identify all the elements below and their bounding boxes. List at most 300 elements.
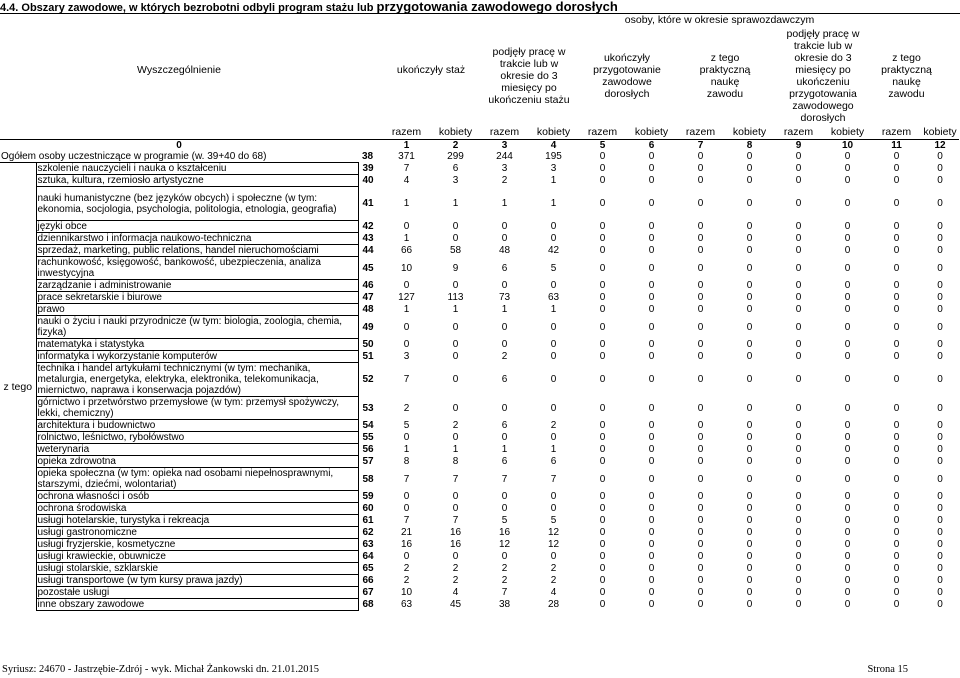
header-ukonczyly-staz: ukończyły staż [396, 64, 466, 76]
header-kobiety: kobiety [627, 126, 676, 139]
table-body [0, 151, 959, 611]
cell-value: 0 [844, 151, 851, 163]
cell-value: 1 [550, 304, 557, 315]
cell-value: 6 [501, 262, 508, 274]
cell-value: 0 [648, 563, 655, 574]
row-number: 63 [362, 539, 374, 550]
cell-value: 0 [795, 527, 802, 538]
cell-value: 1 [550, 175, 557, 186]
cell-value: 0 [550, 432, 557, 443]
cell-value: 0 [648, 503, 655, 514]
header-razem: razem [774, 126, 823, 139]
cell-value: 0 [403, 503, 410, 514]
cell-value: 0 [795, 304, 802, 315]
header-ukonczyly-przygotowanie: ukończyły przygotowanie zawodowe dorosłych [593, 52, 661, 100]
cell-value: 0 [795, 175, 802, 186]
cell-value: 0 [697, 527, 704, 538]
cell-value: 1 [501, 444, 508, 455]
cell-value: 0 [893, 587, 900, 598]
cell-value: 0 [746, 491, 753, 502]
cell-value: 0 [893, 444, 900, 455]
cell-value: 0 [795, 262, 802, 274]
cell-value: 2 [501, 175, 508, 186]
table-row [0, 575, 959, 587]
header-podjely-prace-przygotowania: podjęły pracę w trakcie lub w okresie do 3 miesięcy po ukończeniu przygotowania zawodowego dorosłych [786, 28, 860, 124]
cell-value: 7 [501, 587, 508, 598]
cell-value: 0 [746, 292, 753, 303]
cell-value: 0 [599, 420, 606, 431]
cell-value: 0 [648, 456, 655, 467]
cell-value: 6 [501, 456, 508, 467]
cell-value: 38 [498, 599, 511, 610]
cell-value: 0 [697, 292, 704, 303]
cell-value: 1 [452, 304, 459, 315]
cell-value: 0 [746, 163, 753, 174]
cell-value: 0 [452, 374, 459, 385]
cell-value: 0 [648, 262, 655, 274]
cell-value: 0 [550, 280, 557, 291]
page-number: Strona 15 [867, 664, 908, 675]
cell-value: 0 [937, 151, 943, 163]
cell-value: 6 [452, 163, 459, 174]
cell-value: 0 [937, 473, 943, 485]
cell-value: 0 [937, 163, 943, 174]
table-row [0, 280, 959, 292]
cell-value: 0 [501, 339, 508, 350]
cell-value: 0 [550, 351, 557, 362]
cell-value: 0 [599, 473, 606, 485]
cell-value: 0 [599, 539, 606, 550]
cell-value: 2 [501, 563, 508, 574]
cell-value: 0 [844, 280, 851, 291]
cell-value: 0 [648, 163, 655, 174]
cell-value: 0 [403, 321, 410, 333]
cell-value: 0 [893, 245, 900, 256]
cell-value: 0 [403, 551, 410, 562]
cell-value: 0 [599, 374, 606, 385]
cell-value: 0 [452, 491, 459, 502]
cell-value: 0 [746, 575, 753, 586]
cell-value: 0 [599, 527, 606, 538]
cell-value: 0 [937, 321, 943, 333]
cell-value: 0 [937, 292, 943, 303]
cell-value: 0 [893, 402, 900, 414]
header-kobiety: kobiety [725, 126, 774, 139]
col-index: 10 [841, 139, 854, 151]
cell-value: 0 [893, 280, 900, 291]
cell-value: 0 [795, 151, 802, 163]
row-number: 57 [362, 456, 374, 467]
cell-value: 0 [937, 420, 943, 431]
page-footer [0, 664, 960, 676]
cell-value: 0 [648, 527, 655, 538]
cell-value: 0 [746, 151, 753, 163]
cell-value: 5 [550, 262, 557, 274]
col-index: 12 [934, 139, 946, 151]
cell-value: 0 [599, 233, 606, 244]
cell-value: 0 [844, 221, 851, 232]
row-label: inne obszary zawodowe [36, 599, 358, 611]
cell-value: 1 [403, 444, 410, 455]
cell-value: 0 [893, 575, 900, 586]
cell-value: 0 [599, 304, 606, 315]
cell-value: 0 [893, 551, 900, 562]
cell-value: 0 [844, 599, 851, 610]
header-label: Wyszczególnienie [137, 64, 221, 76]
cell-value: 12 [547, 527, 560, 538]
cell-value: 0 [648, 280, 655, 291]
cell-value: 0 [844, 420, 851, 431]
header-z-tego-2: z tego praktyczną naukę zawodu [881, 52, 932, 100]
cell-value: 0 [501, 221, 508, 232]
title-suffix: przygotowania zawodowego dorosłych [376, 0, 618, 14]
cell-value: 0 [746, 198, 753, 209]
cell-value: 7 [501, 473, 508, 485]
cell-value: 0 [648, 292, 655, 303]
cell-value: 7 [403, 473, 410, 485]
table-row [0, 233, 959, 245]
table-row [0, 304, 959, 316]
cell-value: 0 [844, 563, 851, 574]
cell-value: 0 [746, 599, 753, 610]
cell-value: 0 [746, 233, 753, 244]
row-label: sztuka, kultura, rzemiosło artystyczne [36, 175, 358, 187]
cell-value: 0 [648, 221, 655, 232]
row-label: matematyka i statystyka [36, 339, 358, 351]
cell-value: 10 [400, 587, 413, 598]
cell-value: 0 [599, 587, 606, 598]
row-label: technika i handel artykułami technicznymi (w tym: mechanika, metalurgia, energetyka, elektryka, elektronika, telekomunikacja, miernictwo, naprawa i konserwacja pojazdów) [36, 363, 358, 397]
cell-value: 7 [403, 515, 410, 526]
cell-value: 299 [447, 151, 464, 163]
row-number: 65 [362, 563, 374, 574]
cell-value: 0 [893, 420, 900, 431]
cell-value: 0 [746, 456, 753, 467]
row-number: 41 [362, 198, 374, 209]
cell-value: 0 [599, 198, 606, 209]
col-index: 4 [550, 139, 557, 151]
cell-value: 0 [501, 503, 508, 514]
table-row [0, 527, 959, 539]
cell-value: 0 [550, 339, 557, 350]
cell-value: 1 [501, 304, 508, 315]
cell-value: 0 [746, 221, 753, 232]
cell-value: 0 [795, 432, 802, 443]
table-row [0, 351, 959, 363]
cell-value: 2 [452, 575, 459, 586]
cell-value: 0 [697, 321, 704, 333]
cell-value: 0 [452, 321, 459, 333]
cell-value: 0 [550, 233, 557, 244]
cell-value: 0 [746, 420, 753, 431]
cell-value: 0 [937, 599, 943, 610]
table-row [0, 245, 959, 257]
table-row [0, 503, 959, 515]
cell-value: 0 [746, 444, 753, 455]
cell-value: 0 [599, 551, 606, 562]
cell-value: 0 [599, 503, 606, 514]
cell-value: 5 [550, 515, 557, 526]
cell-value: 0 [648, 432, 655, 443]
cell-value: 0 [599, 280, 606, 291]
cell-value: 0 [550, 374, 557, 385]
row-number: 56 [362, 444, 374, 455]
cell-value: 3 [403, 351, 410, 362]
cell-value: 0 [599, 515, 606, 526]
cell-value: 0 [893, 527, 900, 538]
cell-value: 0 [599, 456, 606, 467]
table-row [0, 599, 959, 611]
cell-value: 0 [599, 245, 606, 256]
cell-value: 0 [648, 491, 655, 502]
title-prefix: 4.4. Obszary zawodowe, w których bezrobotni odbyli program stażu lub [0, 2, 377, 14]
cell-value: 113 [447, 292, 464, 303]
cell-value: 0 [648, 151, 655, 163]
cell-value: 0 [795, 163, 802, 174]
cell-value: 0 [648, 339, 655, 350]
cell-value: 0 [844, 527, 851, 538]
cell-value: 63 [400, 599, 413, 610]
cell-value: 2 [452, 563, 459, 574]
cell-value: 0 [648, 304, 655, 315]
cell-value: 6 [501, 374, 508, 385]
cell-value: 0 [501, 432, 508, 443]
cell-value: 0 [648, 402, 655, 414]
cell-value: 8 [403, 456, 410, 467]
cell-value: 0 [697, 563, 704, 574]
cell-value: 1 [550, 444, 557, 455]
cell-value: 0 [697, 420, 704, 431]
cell-value: 0 [746, 175, 753, 186]
cell-value: 0 [648, 515, 655, 526]
table-row [0, 363, 959, 397]
cell-value: 0 [697, 151, 704, 163]
col-index: 0 [176, 139, 182, 151]
cell-value: 0 [697, 599, 704, 610]
header-kobiety: kobiety [529, 126, 578, 139]
row-label: dziennikarstwo i informacja naukowo-techniczna [36, 233, 358, 245]
cell-value: 0 [403, 280, 410, 291]
cell-value: 0 [795, 587, 802, 598]
table-row [0, 316, 959, 339]
cell-value: 0 [893, 599, 900, 610]
table-row [0, 292, 959, 304]
cell-value: 0 [893, 539, 900, 550]
cell-value: 0 [746, 321, 753, 333]
table-row [0, 456, 959, 468]
cell-value: 0 [844, 515, 851, 526]
cell-value: 16 [498, 527, 511, 538]
cell-value: 0 [697, 233, 704, 244]
cell-value: 0 [648, 444, 655, 455]
header-razem: razem [382, 126, 431, 139]
cell-value: 0 [746, 402, 753, 414]
cell-value: 0 [893, 292, 900, 303]
cell-value: 0 [648, 321, 655, 333]
cell-value: 1 [452, 444, 459, 455]
cell-value: 0 [697, 551, 704, 562]
row-label: Ogółem osoby uczestniczące w programie (w. 39+40 do 68) [0, 151, 358, 163]
cell-value: 0 [697, 503, 704, 514]
cell-value: 0 [648, 599, 655, 610]
cell-value: 0 [937, 575, 943, 586]
row-label: opieka społeczna (w tym: opieka nad osobami niepełnosprawnymi, starszymi, dziećmi, wolontariat) [36, 468, 358, 491]
cell-value: 16 [400, 539, 413, 550]
cell-value: 0 [893, 563, 900, 574]
cell-value: 0 [550, 491, 557, 502]
cell-value: 0 [746, 587, 753, 598]
cell-value: 0 [893, 198, 900, 209]
row-number: 50 [362, 339, 374, 350]
row-label: pozostałe usługi [36, 587, 358, 599]
cell-value: 3 [550, 163, 557, 174]
cell-value: 0 [937, 175, 943, 186]
cell-value: 0 [697, 587, 704, 598]
cell-value: 0 [937, 374, 943, 385]
col-index: 1 [403, 139, 410, 151]
header-razem: razem [480, 126, 529, 139]
cell-value: 0 [937, 456, 943, 467]
row-number: 42 [362, 221, 374, 232]
table-row [0, 163, 959, 175]
page-title [0, 0, 960, 14]
cell-value: 0 [844, 321, 851, 333]
cell-value: 0 [403, 339, 410, 350]
header-podjely-prace-stazu: podjęły pracę w trakcie lub w okresie do 3 miesięcy po ukończeniu stażu [488, 46, 570, 106]
cell-value: 0 [746, 563, 753, 574]
cell-value: 0 [648, 198, 655, 209]
row-label: sprzedaż, marketing, public relations, handel nieruchomościami [36, 245, 358, 257]
cell-value: 0 [697, 262, 704, 274]
row-number: 52 [362, 374, 374, 385]
cell-value: 0 [452, 402, 459, 414]
cell-value: 0 [844, 374, 851, 385]
cell-value: 0 [697, 351, 704, 362]
cell-value: 0 [550, 221, 557, 232]
cell-value: 0 [937, 491, 943, 502]
col-index: 11 [891, 139, 902, 151]
cell-value: 5 [403, 420, 410, 431]
cell-value: 0 [746, 515, 753, 526]
cell-value: 0 [795, 321, 802, 333]
cell-value: 0 [697, 339, 704, 350]
cell-value: 0 [844, 503, 851, 514]
cell-value: 0 [403, 491, 410, 502]
table-row [0, 563, 959, 575]
cell-value: 0 [795, 402, 802, 414]
cell-value: 0 [599, 262, 606, 274]
cell-value: 0 [844, 304, 851, 315]
row-number: 60 [362, 503, 374, 514]
row-number: 53 [362, 402, 374, 414]
cell-value: 12 [547, 539, 560, 550]
cell-value: 0 [452, 351, 459, 362]
header-kobiety: kobiety [823, 126, 872, 139]
header-z-tego-1: z tego praktyczną naukę zawodu [699, 52, 751, 100]
cell-value: 0 [795, 444, 802, 455]
cell-value: 371 [398, 151, 415, 163]
cell-value: 42 [547, 245, 560, 256]
cell-value: 0 [452, 233, 459, 244]
cell-value: 0 [599, 221, 606, 232]
cell-value: 0 [844, 456, 851, 467]
cell-value: 2 [550, 420, 557, 431]
row-label: górnictwo i przetwórstwo przemysłowe (w tym: przemysł spożywczy, lekki, chemiczny) [36, 397, 358, 420]
cell-value: 0 [599, 402, 606, 414]
row-label: usługi transportowe (w tym kursy prawa jazdy) [36, 575, 358, 587]
cell-value: 0 [795, 575, 802, 586]
cell-value: 0 [599, 599, 606, 610]
cell-value: 10 [400, 262, 413, 274]
cell-value: 0 [746, 432, 753, 443]
cell-value: 0 [697, 456, 704, 467]
cell-value: 0 [599, 563, 606, 574]
cell-value: 2 [403, 402, 410, 414]
cell-value: 0 [937, 221, 943, 232]
cell-value: 0 [648, 374, 655, 385]
cell-value: 0 [893, 163, 900, 174]
cell-value: 1 [501, 198, 508, 209]
cell-value: 7 [403, 374, 410, 385]
cell-value: 0 [648, 587, 655, 598]
cell-value: 0 [452, 551, 459, 562]
cell-value: 4 [550, 587, 557, 598]
cell-value: 0 [697, 280, 704, 291]
cell-value: 0 [893, 503, 900, 514]
cell-value: 0 [795, 473, 802, 485]
row-number: 51 [362, 351, 374, 362]
cell-value: 0 [746, 539, 753, 550]
table-row [0, 221, 959, 233]
cell-value: 0 [648, 539, 655, 550]
cell-value: 0 [648, 351, 655, 362]
row-label: prawo [36, 304, 358, 316]
cell-value: 0 [937, 402, 943, 414]
cell-value: 3 [501, 163, 508, 174]
cell-value: 1 [452, 198, 459, 209]
row-number: 58 [362, 473, 374, 485]
cell-value: 0 [746, 503, 753, 514]
cell-value: 0 [501, 491, 508, 502]
cell-value: 2 [501, 351, 508, 362]
cell-value: 0 [937, 444, 943, 455]
cell-value: 0 [697, 432, 704, 443]
cell-value: 0 [844, 262, 851, 274]
cell-value: 0 [844, 473, 851, 485]
table-row [0, 468, 959, 491]
cell-value: 0 [599, 321, 606, 333]
cell-value: 0 [795, 233, 802, 244]
cell-value: 0 [937, 432, 943, 443]
cell-value: 2 [452, 420, 459, 431]
cell-value: 0 [893, 491, 900, 502]
cell-value: 7 [452, 473, 459, 485]
cell-value: 0 [937, 304, 943, 315]
cell-value: 127 [398, 292, 415, 303]
header-razem: razem [676, 126, 725, 139]
cell-value: 2 [501, 575, 508, 586]
cell-value: 0 [648, 245, 655, 256]
cell-value: 0 [937, 515, 943, 526]
cell-value: 0 [746, 374, 753, 385]
cell-value: 0 [844, 551, 851, 562]
cell-value: 0 [844, 351, 851, 362]
cell-value: 0 [501, 233, 508, 244]
cell-value: 0 [937, 527, 943, 538]
row-number: 45 [362, 262, 374, 274]
col-index: 8 [746, 139, 753, 151]
cell-value: 0 [697, 198, 704, 209]
